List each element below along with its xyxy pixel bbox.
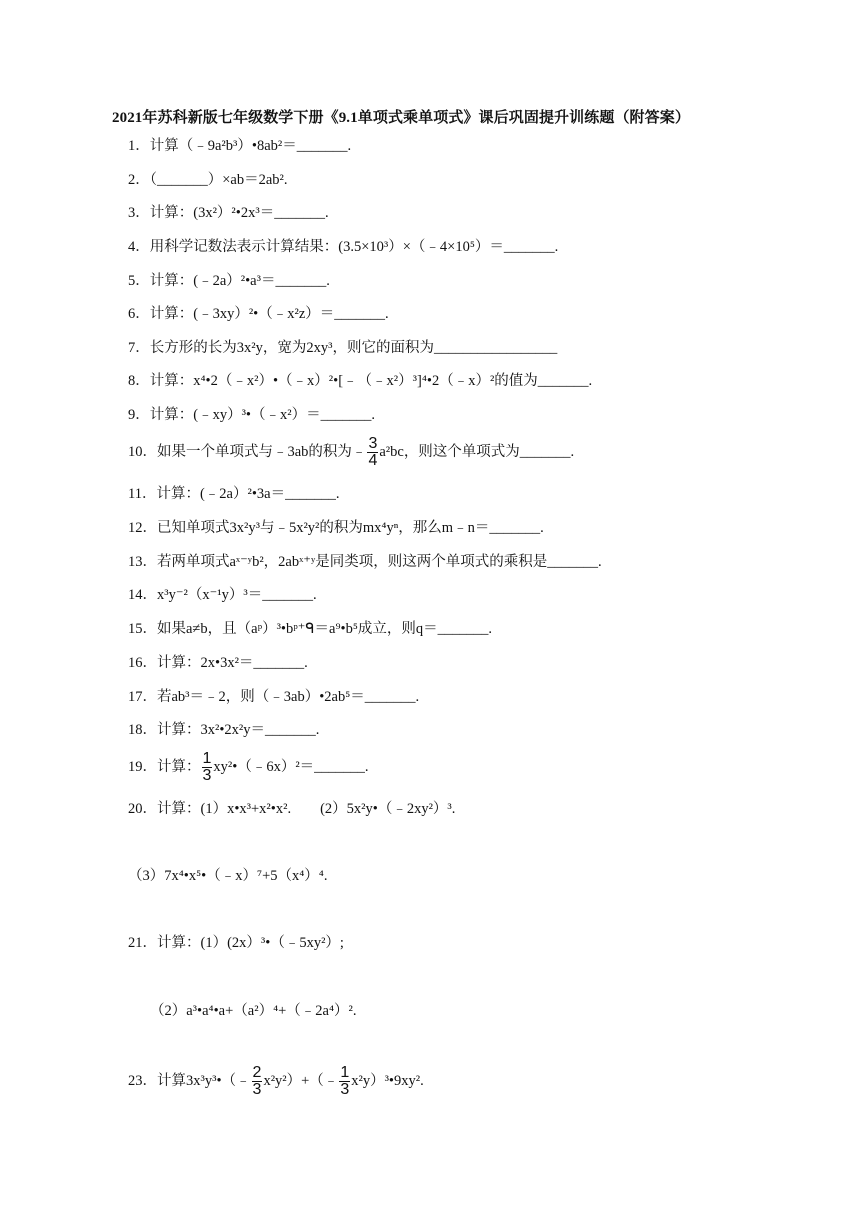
fraction-denominator: 3 [340,1081,350,1099]
question-10-post: a²bc，则这个单项式为_______. [379,444,575,460]
page-title: 2021年苏科新版七年级数学下册《9.1单项式乘单项式》课后巩固提升训练题（附答案） [112,110,690,126]
fraction-numerator: 1 [202,750,212,768]
question-15: 15．如果a≠b，且（aᵖ）³•bᵖ⁺ᑫ＝a⁹•b⁵成立，则q＝_______. [128,621,493,637]
question-8: 8．计算：x⁴•2（﹣x²）•（﹣x）²•[﹣（﹣x²）³]⁴•2（﹣x）²的值为_______. [128,373,593,389]
question-9: 9．计算：(﹣xy）³•（﹣x²）＝_______. [128,407,375,423]
question-6: 6．计算：(﹣3xy）²•（﹣x²z）＝_______. [128,306,389,322]
question-20-part-3: （3）7x⁴•x⁵•（﹣x）⁷+5（x⁴）⁴. [128,868,328,884]
fraction-numerator: 1 [340,1064,350,1082]
fraction-denominator: 3 [202,767,212,785]
question-23-pre: 23．计算3x³y³•（﹣ [128,1073,251,1089]
fraction [339,1065,350,1098]
fraction-numerator: 3 [368,435,378,453]
question-11: 11．计算：(﹣2a）²•3a＝_______. [128,486,340,502]
fraction-denominator: 4 [368,452,378,470]
question-12: 12．已知单项式3x²y³与﹣5x²y²的积为mx⁴yⁿ，那么m﹣n＝_______. [128,520,544,536]
question-14: 14．x³y⁻²（x⁻¹y）³＝_______. [128,587,317,603]
question-21-part-2: （2）a³•a⁴•a+（a²）⁴+（﹣2a⁴）². [150,1003,357,1019]
question-20: 20．计算：(1）x•x³+x²•x². (2）5x²y•（﹣2xy²）³. [128,801,456,817]
question-5: 5．计算：(﹣2a）²•a³＝_______. [128,273,330,289]
question-4: 4．用科学记数法表示计算结果：(3.5×10³）×（﹣4×10⁵）＝_______. [128,239,559,255]
fraction-numerator: 2 [252,1064,262,1082]
question-2: 2．（_______）×ab＝2ab². [128,172,288,188]
question-10 [128,436,574,469]
question-23-mid: x²y²）+（﹣ [263,1073,339,1089]
question-23 [128,1065,424,1098]
question-19-pre: 19．计算： [128,759,201,775]
fraction [367,436,378,469]
question-18: 18．计算：3x²•2x²y＝_______. [128,722,320,738]
question-7: 7．长方形的长为3x²y，宽为2xy³，则它的面积为_________________ [128,340,558,356]
question-23-post: x²y）³•9xy². [351,1073,424,1089]
question-19 [128,751,369,784]
question-21: 21．计算：(1）(2x）³•（﹣5xy²）; [128,935,344,951]
fraction [202,751,213,784]
question-17: 17．若ab³＝﹣2，则（﹣3ab）•2ab⁵＝_______. [128,689,420,705]
question-19-post: xy²•（﹣6x）²＝_______. [213,759,369,775]
question-16: 16．计算：2x•3x²＝_______. [128,655,308,671]
question-1: 1．计算（﹣9a²b³）•8ab²＝_______. [128,138,352,154]
question-3: 3．计算：(3x²）²•2x³＝_______. [128,205,329,221]
fraction-denominator: 3 [252,1081,262,1099]
question-13: 13．若两单项式aˣ⁻ʸb²，2abˣ⁺ʸ是同类项，则这两个单项式的乘积是_______. [128,554,602,570]
fraction [252,1065,263,1098]
question-10-pre: 10．如果一个单项式与﹣3ab的积为﹣ [128,444,367,460]
